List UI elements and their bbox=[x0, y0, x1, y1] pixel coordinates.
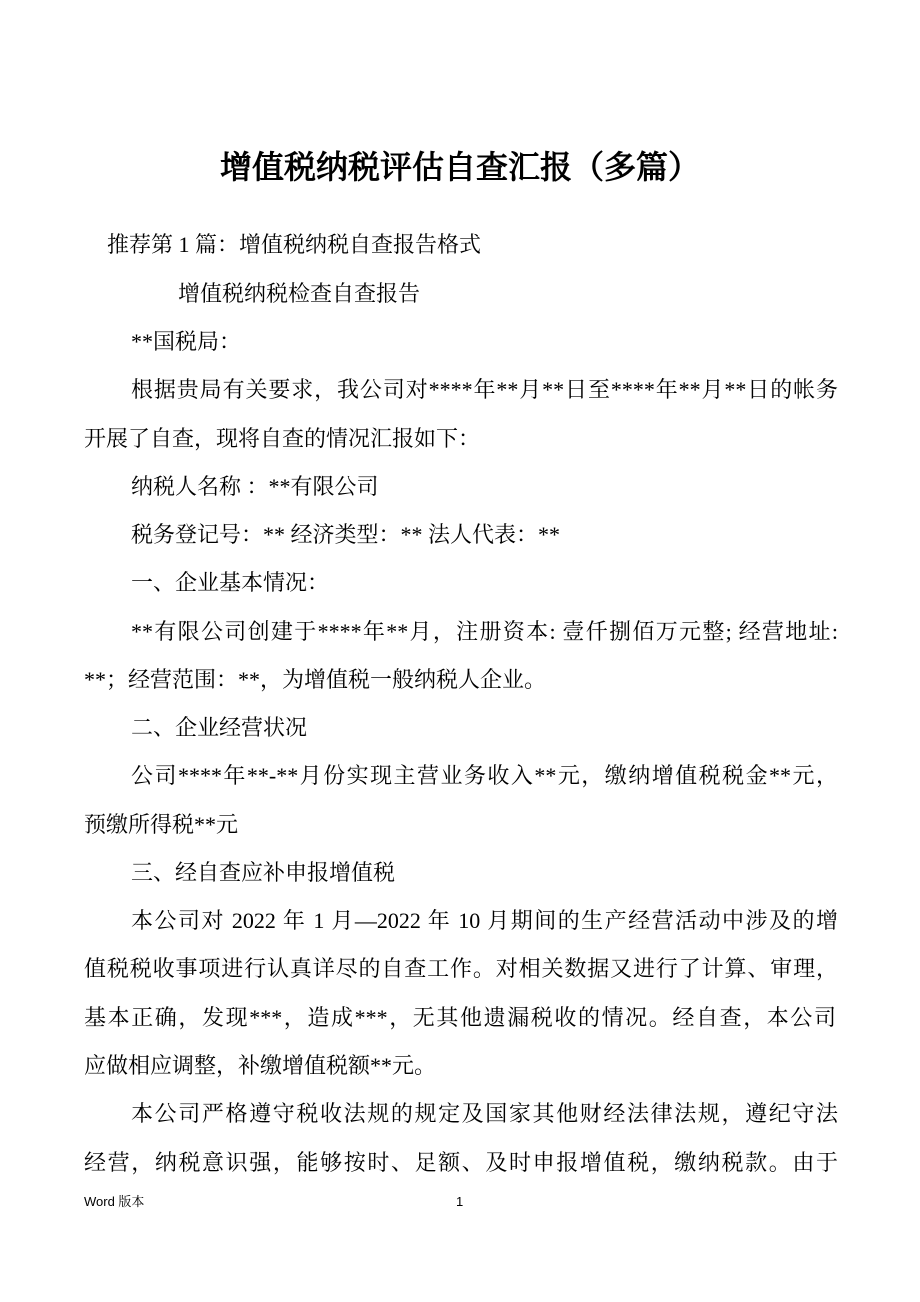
recommend-heading: 推荐第 1 篇：增值税纳税自查报告格式 bbox=[107, 232, 482, 257]
salutation: **国税局： bbox=[131, 329, 242, 354]
paragraph-line: 基本正确，发现***，造成***，无其他遗漏税收的情况。经自查，本公司 bbox=[84, 1005, 836, 1030]
section-heading: 二、企业经营状况 bbox=[131, 715, 308, 740]
section-heading: 一、企业基本情况： bbox=[131, 570, 330, 595]
section-heading: 三、经自查应补申报增值税 bbox=[131, 860, 396, 885]
paragraph-line: 公司****年**-**月份实现主营业务收入**元，缴纳增值税税金**元， bbox=[131, 763, 838, 788]
paragraph-line: 预缴所得税**元 bbox=[84, 812, 239, 837]
paragraph-line: **；经营范围：**，为增值税一般纳税人企业。 bbox=[84, 667, 547, 692]
paragraph-line: 本公司严格遵守税收法规的规定及国家其他财经法律法规，遵纪守法 bbox=[131, 1101, 838, 1126]
paragraph-line: 开展了自查，现将自查的情况汇报如下： bbox=[84, 426, 481, 451]
paragraph-line: 根据贵局有关要求，我公司对****年**月**日至****年**月**日的帐务 bbox=[131, 377, 838, 402]
paragraph-line: 税务登记号：** 经济类型：** 法人代表：** bbox=[131, 522, 561, 547]
paragraph-line: **有限公司创建于****年**月，注册资本: 壹仟捌佰万元整; 经营地址: bbox=[131, 619, 838, 644]
paragraph-line: 值税税收事项进行认真详尽的自查工作。对相关数据又进行了计算、审理， bbox=[84, 956, 838, 981]
footer-label: Word 版本 bbox=[84, 1194, 145, 1209]
paragraph-line: 经营，纳税意识强，能够按时、足额、及时申报增值税，缴纳税款。由于 bbox=[84, 1150, 838, 1175]
paragraph-line: 本公司对 2022 年 1 月—2022 年 10 月期间的生产经营活动中涉及的增 bbox=[131, 908, 838, 933]
paragraph-line: 应做相应调整，补缴增值税额**元。 bbox=[84, 1053, 437, 1078]
document-title: 增值税纳税评估自查汇报（多篇） bbox=[219, 149, 700, 185]
subtitle: 增值税纳税检查自查报告 bbox=[178, 281, 421, 306]
paragraph-line: 纳税人名称 ：**有限公司 bbox=[131, 474, 379, 499]
page-number: 1 bbox=[456, 1194, 464, 1209]
